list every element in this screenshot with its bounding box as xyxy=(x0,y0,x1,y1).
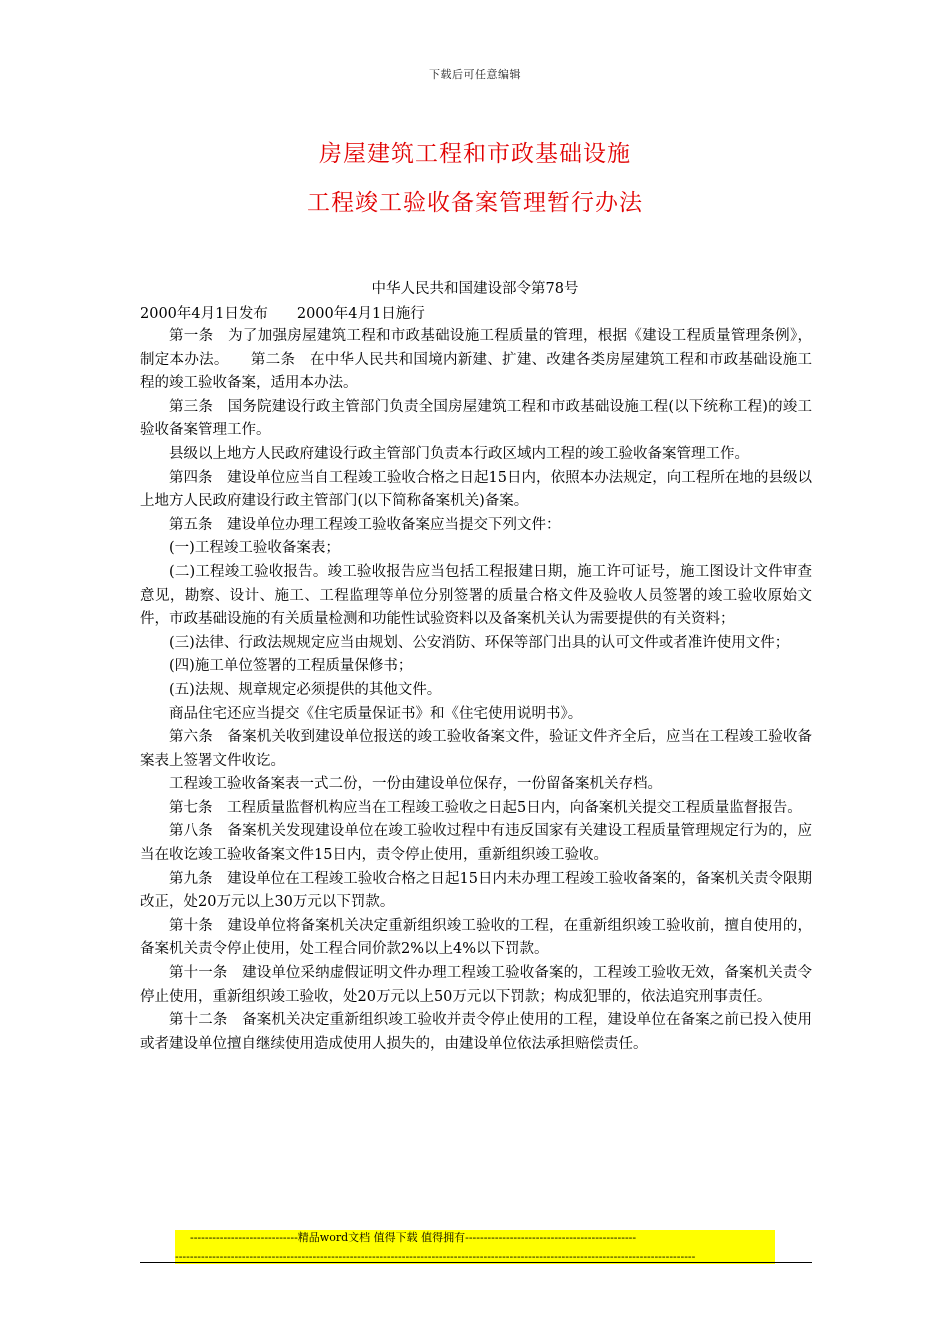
paragraph: 第九条 建设单位在工程竣工验收合格之日起15日内未办理工程竣工验收备案的，备案机关责令限期改正，处20万元以上30万元以下罚款。 xyxy=(140,870,812,911)
footer-banner xyxy=(175,1230,775,1264)
paragraph: 第一条 为了加强房屋建筑工程和市政基础设施工程质量的管理，根据《建设工程质量管理条例》，制定本办法。 第二条 在中华人民共和国境内新建、扩建、改建各类房屋建筑工程和市政基础设施工程的竣工验收备案，适用本办法。 xyxy=(140,328,812,392)
decree-number: 中华人民共和国建设部令第78号 xyxy=(371,281,579,297)
document-title-line1: 房屋建筑工程和市政基础设施 xyxy=(319,141,631,167)
paragraph: 第六条 备案机关收到建设单位报送的竣工验收备案文件，验证文件齐全后，应当在工程竣工验收备案表上签署文件收讫。 xyxy=(140,729,812,769)
paragraph: 第十一条 建设单位采纳虚假证明文件办理工程竣工验收备案的，工程竣工验收无效，备案机关责令停止使用，重新组织竣工验收，处20万元以上50万元以下罚款；构成犯罪的，依法追究刑事责任。 xyxy=(140,965,812,1005)
paragraph: (二)工程竣工验收报告。竣工验收报告应当包括工程报建日期，施工许可证号，施工图设计文件审查意见，勘察、设计、施工、工程监理等单位分别签署的质量合格文件及验收人员签署的竣工验收原始文件，市政基础设施的有关质量检测和功能性试验资料以及备案机关认为需要提供的有关资料； xyxy=(140,563,812,628)
paragraph: (三)法律、行政法规规定应当由规划、公安消防、环保等部门出具的认可文件或者准许使用文件； xyxy=(169,634,790,651)
paragraph: 第十条 建设单位将备案机关决定重新组织竣工验收的工程，在重新组织竣工验收前，擅自使用的，备案机关责令停止使用，处工程合同价款2%以上4%以下罚款。 xyxy=(140,917,812,958)
paragraph: (一)工程竣工验收备案表； xyxy=(169,540,340,557)
paragraph: 第七条 工程质量监督机构应当在工程竣工验收之日起5日内，向备案机关提交工程质量监督报告。 xyxy=(169,799,802,816)
document-title-line2: 工程竣工验收备案管理暂行办法 xyxy=(307,190,643,216)
footer-banner-line2: -------------------------------------------------------------------------------------------------------------------------------------------- xyxy=(175,1250,696,1263)
paragraph: 第四条 建设单位应当自工程竣工验收合格之日起15日内，依照本办法规定，向工程所在地的县级以上地方人民政府建设行政主管部门(以下简称备案机关)备案。 xyxy=(140,469,812,510)
paragraph: 第三条 国务院建设行政主管部门负责全国房屋建筑工程和市政基础设施工程(以下统称工程)的竣工验收备案管理工作。 xyxy=(140,398,812,439)
header-note: 下载后可任意编辑 xyxy=(429,68,521,81)
paragraph: 第八条 备案机关发现建设单位在竣工验收过程中有违反国家有关建设工程质量管理规定行为的，应当在收讫竣工验收备案文件15日内，责令停止使用，重新组织竣工验收。 xyxy=(140,823,812,864)
paragraph: 商品住宅还应当提交《住宅质量保证书》和《住宅使用说明书》。 xyxy=(169,705,583,722)
document-body xyxy=(140,325,812,1056)
footer-divider xyxy=(140,1262,812,1263)
footer-banner-line1: -----------------------------精品word文档 值得下载 值得拥有---------------------------------------------- xyxy=(190,1231,637,1244)
paragraph: (四)施工单位签署的工程质量保修书； xyxy=(169,658,413,675)
paragraph: 工程竣工验收备案表一式二份，一份由建设单位保存，一份留备案机关存档。 xyxy=(169,776,662,793)
issue-dates: 2000年4月1日发布 2000年4月1日施行 xyxy=(140,306,425,322)
paragraph: (五)法规、规章规定必须提供的其他文件。 xyxy=(169,681,442,698)
paragraph: 第五条 建设单位办理工程竣工验收备案应当提交下列文件： xyxy=(169,516,561,533)
paragraph: 县级以上地方人民政府建设行政主管部门负责本行政区域内工程的竣工验收备案管理工作。 xyxy=(169,445,749,462)
paragraph: 第十二条 备案机关决定重新组织竣工验收并责令停止使用的工程，建设单位在备案之前已投入使用或者建设单位擅自继续使用造成使用人损失的，由建设单位依法承担赔偿责任。 xyxy=(140,1012,812,1052)
